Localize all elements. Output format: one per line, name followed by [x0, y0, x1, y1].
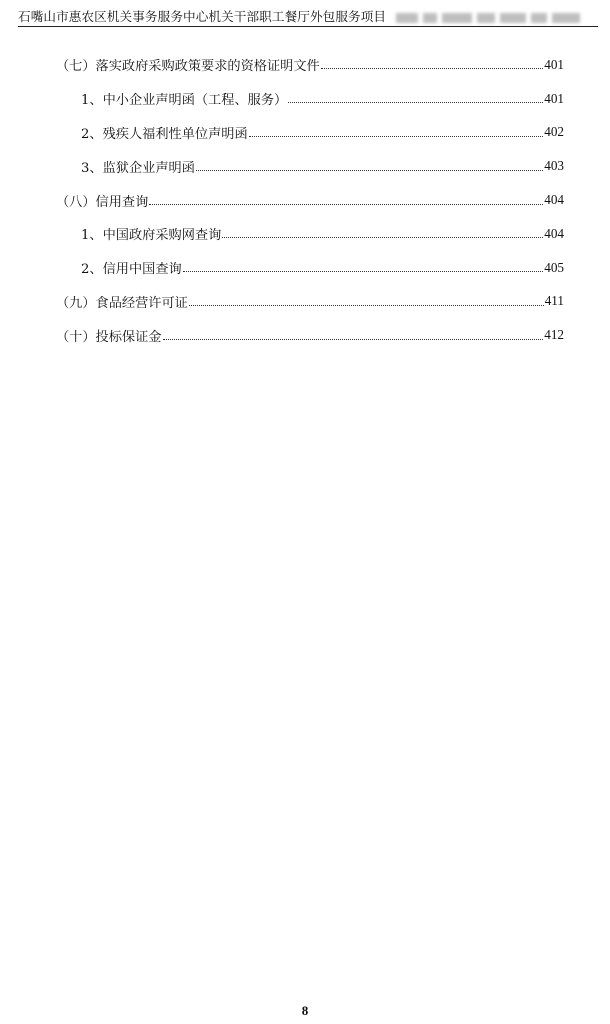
page-number: 8: [301, 1003, 309, 1018]
page-header: [18, 2, 598, 27]
toc-entry-label: 1、中小企业声明函（工程、服务）: [81, 93, 288, 109]
toc-entry-page: 405: [544, 259, 564, 275]
toc-entry-7-2[interactable]: [56, 116, 564, 150]
toc-entry-label: （八）信用查询: [56, 194, 149, 210]
toc-entry-10[interactable]: [56, 318, 564, 352]
toc-entry-8-2[interactable]: [56, 251, 564, 285]
toc-entry-page: 401: [544, 56, 564, 72]
toc-entry-page: 412: [544, 327, 564, 343]
toc-leader-dots: [288, 102, 543, 103]
toc-leader-dots: [249, 136, 544, 137]
toc-entry-label: 2、信用中国查询: [81, 262, 182, 278]
toc-entry-label: （七）落实政府采购政策要求的资格证明文件: [56, 59, 320, 75]
toc-entry-7[interactable]: [56, 48, 564, 82]
toc-entry-label: 1、中国政府采购网查询: [81, 228, 222, 244]
toc-entry-label: （九）食品经营许可证: [56, 295, 188, 311]
toc-entry-7-3[interactable]: [56, 149, 564, 183]
toc-entry-label: 3、监狱企业声明函: [81, 160, 195, 176]
toc-entry-9[interactable]: [56, 285, 564, 319]
toc-leader-dots: [196, 170, 543, 171]
toc-entry-page: 401: [544, 90, 564, 106]
toc-leader-dots: [163, 339, 544, 340]
toc-entry-page: 404: [544, 225, 564, 241]
toc-leader-dots: [189, 305, 544, 306]
toc-entry-page: 404: [544, 192, 564, 208]
header-title: 石嘴山市惠农区机关事务服务中心机关干部职工餐厅外包服务项目: [18, 9, 387, 24]
blurred-header-mark: [396, 7, 592, 21]
toc-entry-8-1[interactable]: [56, 217, 564, 251]
toc-entry-page: 402: [544, 124, 564, 140]
toc-leader-dots: [222, 237, 543, 238]
toc-leader-dots: [183, 271, 544, 272]
table-of-contents: [56, 48, 564, 352]
toc-leader-dots: [321, 68, 543, 69]
toc-entry-8[interactable]: [56, 183, 564, 217]
toc-entry-page: 411: [544, 293, 564, 309]
toc-leader-dots: [149, 204, 543, 205]
toc-entry-page: 403: [544, 158, 564, 174]
toc-entry-label: 2、残疾人福利性单位声明函: [81, 126, 248, 142]
toc-entry-7-1[interactable]: [56, 82, 564, 116]
toc-entry-label: （十）投标保证金: [56, 329, 162, 345]
